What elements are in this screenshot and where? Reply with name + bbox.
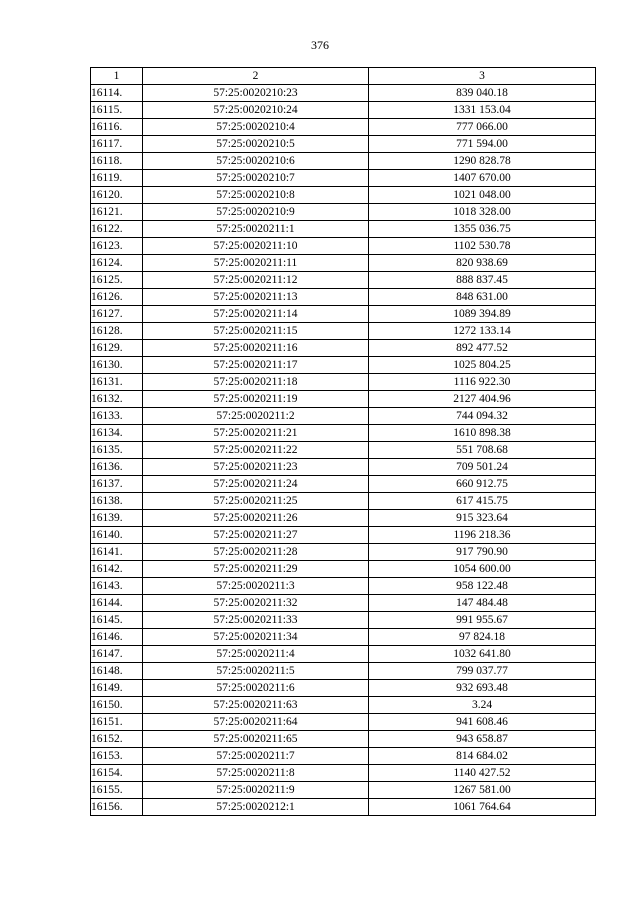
cadastral-number: 57:25:0020210:23: [143, 85, 369, 102]
cadastral-number: 57:25:0020211:22: [143, 442, 369, 459]
cadastral-number: 57:25:0020210:7: [143, 170, 369, 187]
cadastral-number: 57:25:0020211:33: [143, 612, 369, 629]
row-number: 16152.: [91, 731, 143, 748]
cadastral-value: 709 501.24: [369, 459, 596, 476]
row-number: 16147.: [91, 646, 143, 663]
row-number: 16145.: [91, 612, 143, 629]
cadastral-number: 57:25:0020211:32: [143, 595, 369, 612]
table-row: [91, 629, 596, 646]
table-row: [91, 782, 596, 799]
table-row: [91, 425, 596, 442]
table-row: [91, 187, 596, 204]
row-number: 16156.: [91, 799, 143, 816]
row-number: 16133.: [91, 408, 143, 425]
cadastral-value: 3.24: [369, 697, 596, 714]
cadastral-value: 943 658.87: [369, 731, 596, 748]
row-number: 16134.: [91, 425, 143, 442]
row-number: 16143.: [91, 578, 143, 595]
cadastral-number: 57:25:0020211:65: [143, 731, 369, 748]
table-row: [91, 408, 596, 425]
table-row: [91, 697, 596, 714]
cadastral-value: 2127 404.96: [369, 391, 596, 408]
cadastral-number: 57:25:0020211:1: [143, 221, 369, 238]
cadastral-value: 991 955.67: [369, 612, 596, 629]
table-header-row: [91, 68, 596, 85]
cadastral-value: 1061 764.64: [369, 799, 596, 816]
table-row: [91, 493, 596, 510]
row-number: 16120.: [91, 187, 143, 204]
table-row: [91, 612, 596, 629]
table-row: [91, 646, 596, 663]
table-row: [91, 136, 596, 153]
table-row: [91, 391, 596, 408]
cadastral-value: 915 323.64: [369, 510, 596, 527]
cadastral-value: 1089 394.89: [369, 306, 596, 323]
row-number: 16119.: [91, 170, 143, 187]
cadastral-number: 57:25:0020211:9: [143, 782, 369, 799]
table-row: [91, 561, 596, 578]
row-number: 16115.: [91, 102, 143, 119]
cadastral-number: 57:25:0020211:21: [143, 425, 369, 442]
cadastral-number: 57:25:0020211:2: [143, 408, 369, 425]
cadastral-value: 1331 153.04: [369, 102, 596, 119]
cadastral-value: 888 837.45: [369, 272, 596, 289]
cadastral-number: 57:25:0020211:29: [143, 561, 369, 578]
cadastral-number: 57:25:0020211:25: [143, 493, 369, 510]
table-row: [91, 595, 596, 612]
table-row: [91, 204, 596, 221]
table-row: [91, 680, 596, 697]
cadastral-value: 839 040.18: [369, 85, 596, 102]
column-header-3: 3: [369, 68, 596, 85]
cadastral-number: 57:25:0020211:10: [143, 238, 369, 255]
table-row: [91, 323, 596, 340]
row-number: 16131.: [91, 374, 143, 391]
table-row: [91, 714, 596, 731]
cadastral-number: 57:25:0020211:8: [143, 765, 369, 782]
table-body: [91, 85, 596, 816]
cadastral-value: 777 066.00: [369, 119, 596, 136]
cadastral-value: 97 824.18: [369, 629, 596, 646]
cadastral-value: 1025 804.25: [369, 357, 596, 374]
cadastral-value: 1407 670.00: [369, 170, 596, 187]
table-row: [91, 663, 596, 680]
cadastral-value: 917 790.90: [369, 544, 596, 561]
cadastral-number: 57:25:0020211:5: [143, 663, 369, 680]
row-number: 16140.: [91, 527, 143, 544]
row-number: 16132.: [91, 391, 143, 408]
cadastral-number: 57:25:0020211:12: [143, 272, 369, 289]
cadastral-number: 57:25:0020211:23: [143, 459, 369, 476]
row-number: 16138.: [91, 493, 143, 510]
row-number: 16118.: [91, 153, 143, 170]
row-number: 16150.: [91, 697, 143, 714]
table-row: [91, 85, 596, 102]
cadastral-number: 57:25:0020210:4: [143, 119, 369, 136]
row-number: 16148.: [91, 663, 143, 680]
cadastral-value: 147 484.48: [369, 595, 596, 612]
cadastral-number: 57:25:0020211:4: [143, 646, 369, 663]
row-number: 16121.: [91, 204, 143, 221]
table-row: [91, 765, 596, 782]
cadastral-number: 57:25:0020211:11: [143, 255, 369, 272]
cadastral-value: 848 631.00: [369, 289, 596, 306]
table-row: [91, 459, 596, 476]
row-number: 16127.: [91, 306, 143, 323]
column-header-1: 1: [91, 68, 143, 85]
cadastral-number: 57:25:0020211:18: [143, 374, 369, 391]
cadastral-number: 57:25:0020211:63: [143, 697, 369, 714]
row-number: 16128.: [91, 323, 143, 340]
cadastral-number: 57:25:0020210:6: [143, 153, 369, 170]
table-row: [91, 238, 596, 255]
table-row: [91, 221, 596, 238]
cadastral-value: 1102 530.78: [369, 238, 596, 255]
cadastral-number: 57:25:0020211:13: [143, 289, 369, 306]
table-row: [91, 170, 596, 187]
cadastral-number: 57:25:0020211:16: [143, 340, 369, 357]
cadastral-value: 941 608.46: [369, 714, 596, 731]
row-number: 16129.: [91, 340, 143, 357]
table-row: [91, 306, 596, 323]
table-row: [91, 102, 596, 119]
cadastral-value: 660 912.75: [369, 476, 596, 493]
cadastral-number: 57:25:0020211:15: [143, 323, 369, 340]
cadastral-value: 1196 218.36: [369, 527, 596, 544]
cadastral-value: 1610 898.38: [369, 425, 596, 442]
cadastral-value: 1116 922.30: [369, 374, 596, 391]
cadastral-number: 57:25:0020211:14: [143, 306, 369, 323]
table-row: [91, 442, 596, 459]
cadastral-number: 57:25:0020210:8: [143, 187, 369, 204]
row-number: 16151.: [91, 714, 143, 731]
row-number: 16123.: [91, 238, 143, 255]
row-number: 16125.: [91, 272, 143, 289]
table-row: [91, 510, 596, 527]
cadastral-number: 57:25:0020210:9: [143, 204, 369, 221]
row-number: 16124.: [91, 255, 143, 272]
page-number: 376: [311, 38, 329, 52]
row-number: 16114.: [91, 85, 143, 102]
row-number: 16144.: [91, 595, 143, 612]
cadastral-number: 57:25:0020211:19: [143, 391, 369, 408]
cadastral-value: 617 415.75: [369, 493, 596, 510]
cadastral-value: 892 477.52: [369, 340, 596, 357]
cadastral-value-table: [90, 67, 596, 816]
row-number: 16153.: [91, 748, 143, 765]
cadastral-value: 1032 641.80: [369, 646, 596, 663]
cadastral-number: 57:25:0020210:5: [143, 136, 369, 153]
cadastral-number: 57:25:0020211:7: [143, 748, 369, 765]
row-number: 16122.: [91, 221, 143, 238]
cadastral-number: 57:25:0020211:17: [143, 357, 369, 374]
row-number: 16154.: [91, 765, 143, 782]
column-header-2: 2: [143, 68, 369, 85]
table-row: [91, 527, 596, 544]
row-number: 16137.: [91, 476, 143, 493]
row-number: 16117.: [91, 136, 143, 153]
table-row: [91, 340, 596, 357]
cadastral-value: 1018 328.00: [369, 204, 596, 221]
table-row: [91, 153, 596, 170]
cadastral-number: 57:25:0020212:1: [143, 799, 369, 816]
table-row: [91, 476, 596, 493]
cadastral-value: 1140 427.52: [369, 765, 596, 782]
cadastral-value: 744 094.32: [369, 408, 596, 425]
table-row: [91, 578, 596, 595]
cadastral-value: 551 708.68: [369, 442, 596, 459]
cadastral-number: 57:25:0020211:34: [143, 629, 369, 646]
cadastral-number: 57:25:0020211:24: [143, 476, 369, 493]
row-number: 16146.: [91, 629, 143, 646]
cadastral-value: 820 938.69: [369, 255, 596, 272]
row-number: 16135.: [91, 442, 143, 459]
table-row: [91, 731, 596, 748]
row-number: 16130.: [91, 357, 143, 374]
cadastral-number: 57:25:0020211:28: [143, 544, 369, 561]
cadastral-value: 1355 036.75: [369, 221, 596, 238]
row-number: 16126.: [91, 289, 143, 306]
cadastral-value: 1272 133.14: [369, 323, 596, 340]
row-number: 16116.: [91, 119, 143, 136]
cadastral-value: 1021 048.00: [369, 187, 596, 204]
cadastral-number: 57:25:0020211:3: [143, 578, 369, 595]
cadastral-value: 1054 600.00: [369, 561, 596, 578]
table-row: [91, 799, 596, 816]
cadastral-value: 1290 828.78: [369, 153, 596, 170]
row-number: 16142.: [91, 561, 143, 578]
cadastral-number: 57:25:0020211:64: [143, 714, 369, 731]
table-row: [91, 357, 596, 374]
cadastral-value: 958 122.48: [369, 578, 596, 595]
cadastral-value: 799 037.77: [369, 663, 596, 680]
table-row: [91, 748, 596, 765]
table-row: [91, 544, 596, 561]
table-row: [91, 119, 596, 136]
cadastral-number: 57:25:0020211:6: [143, 680, 369, 697]
row-number: 16149.: [91, 680, 143, 697]
cadastral-number: 57:25:0020211:26: [143, 510, 369, 527]
cadastral-number: 57:25:0020211:27: [143, 527, 369, 544]
row-number: 16136.: [91, 459, 143, 476]
cadastral-value: 771 594.00: [369, 136, 596, 153]
row-number: 16139.: [91, 510, 143, 527]
cadastral-value: 1267 581.00: [369, 782, 596, 799]
table-row: [91, 255, 596, 272]
cadastral-value: 814 684.02: [369, 748, 596, 765]
table-row: [91, 289, 596, 306]
table-row: [91, 272, 596, 289]
cadastral-number: 57:25:0020210:24: [143, 102, 369, 119]
row-number: 16155.: [91, 782, 143, 799]
table-row: [91, 374, 596, 391]
row-number: 16141.: [91, 544, 143, 561]
cadastral-value: 932 693.48: [369, 680, 596, 697]
